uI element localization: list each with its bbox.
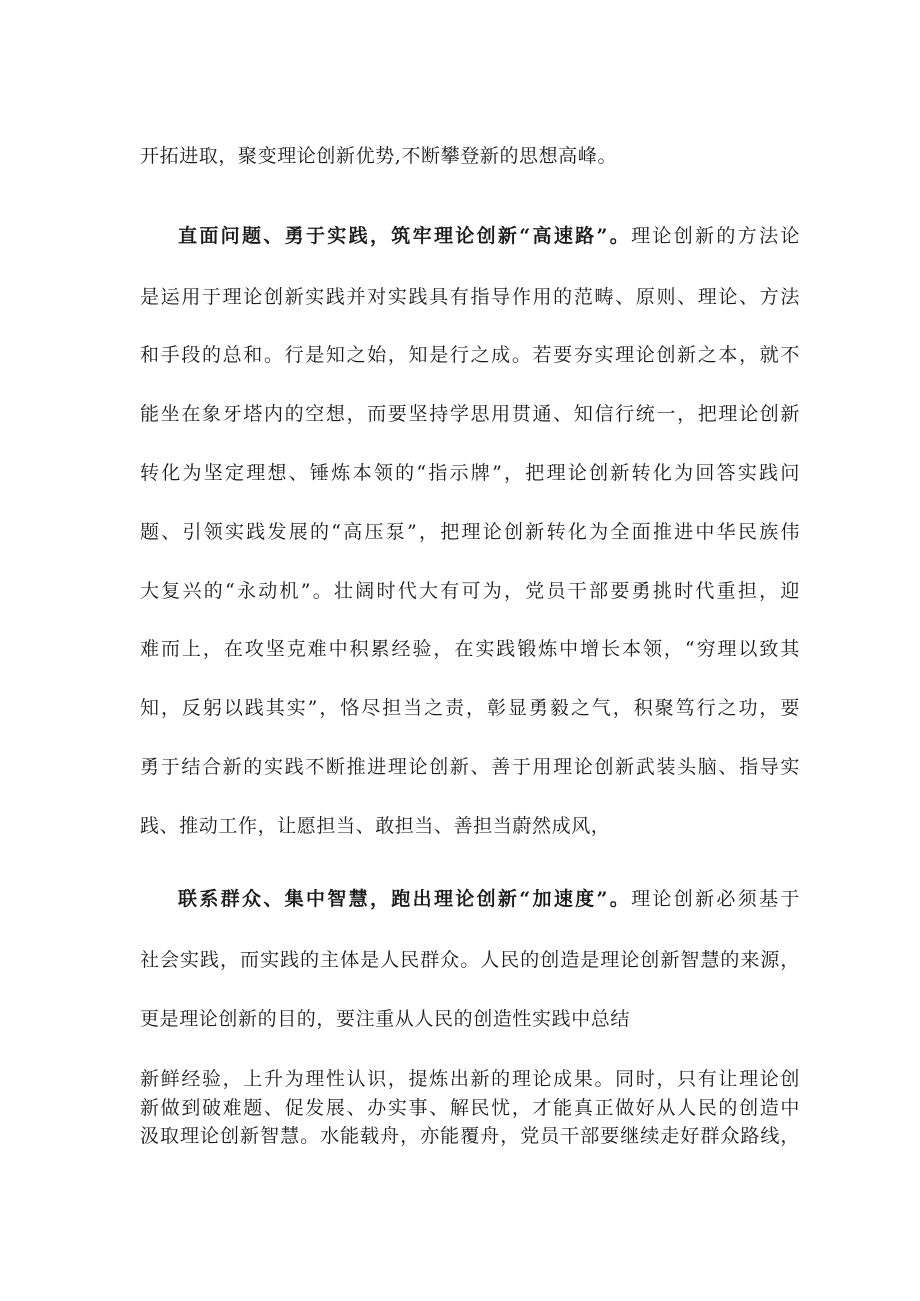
paragraph-line: 新做到破难题、促发展、办实事、解民忧，才能真正做好从人民的创造中 bbox=[140, 1097, 800, 1119]
section-2-first-line bbox=[178, 887, 800, 911]
section-1-lead-in: 理论创新的方法论 bbox=[631, 225, 800, 247]
paragraph-line: 知，反躬以践其实”，恪尽担当之责，彰显勇毅之气，积聚笃行之功，要 bbox=[140, 697, 800, 719]
paragraph-line: 更是理论创新的目的，要注重从人民的创造性实践中总结 bbox=[140, 1008, 631, 1030]
paragraph-line: 汲取理论创新智慧。水能载舟，亦能覆舟，党员干部要继续走好群众路线， bbox=[140, 1125, 800, 1147]
paragraph-line: 转化为坚定理想、锤炼本领的“指示牌”，把理论创新转化为回答实践问 bbox=[140, 462, 800, 484]
paragraph-line: 和手段的总和。行是知之始，知是行之成。若要夯实理论创新之本，就不 bbox=[140, 344, 800, 366]
section-1-first-line bbox=[178, 224, 800, 248]
section-2-lead-in: 理论创新必须基于 bbox=[631, 888, 800, 910]
section-2-heading: 联系群众、集中智慧，跑出理论创新“加速度”。 bbox=[178, 888, 632, 910]
paragraph-line: 新鲜经验，上升为理性认识，提炼出新的理论成果。同时，只有让理论创 bbox=[140, 1068, 800, 1090]
paragraph-line: 开拓进取，聚变理论创新优势,不断攀登新的思想高峰。 bbox=[140, 145, 618, 167]
paragraph-line: 能坐在象牙塔内的空想，而要坚持学思用贯通、知信行统一，把理论创新 bbox=[140, 403, 800, 425]
paragraph-line: 践、推动工作，让愿担当、敢担当、善担当蔚然成风， bbox=[140, 815, 611, 837]
paragraph-line: 社会实践，而实践的主体是人民群众。人民的创造是理论创新智慧的来源， bbox=[140, 949, 800, 971]
section-1-heading: 直面问题、勇于实践，筑牢理论创新“高速路”。 bbox=[178, 225, 632, 247]
paragraph-line: 是运用于理论创新实践并对实践具有指导作用的范畴、原则、理论、方法 bbox=[140, 286, 800, 308]
paragraph-line: 题、引领实践发展的“高压泵”，把理论创新转化为全面推进中华民族伟 bbox=[140, 521, 800, 543]
paragraph-line: 大复兴的“永动机”。壮阔时代大有可为，党员干部要勇挑时代重担，迎 bbox=[140, 580, 800, 602]
paragraph-line: 勇于结合新的实践不断推进理论创新、善于用理论创新武装头脑、指导实 bbox=[140, 756, 800, 778]
paragraph-line: 难而上，在攻坚克难中积累经验，在实践锻炼中增长本领，“穷理以致其 bbox=[140, 638, 800, 660]
